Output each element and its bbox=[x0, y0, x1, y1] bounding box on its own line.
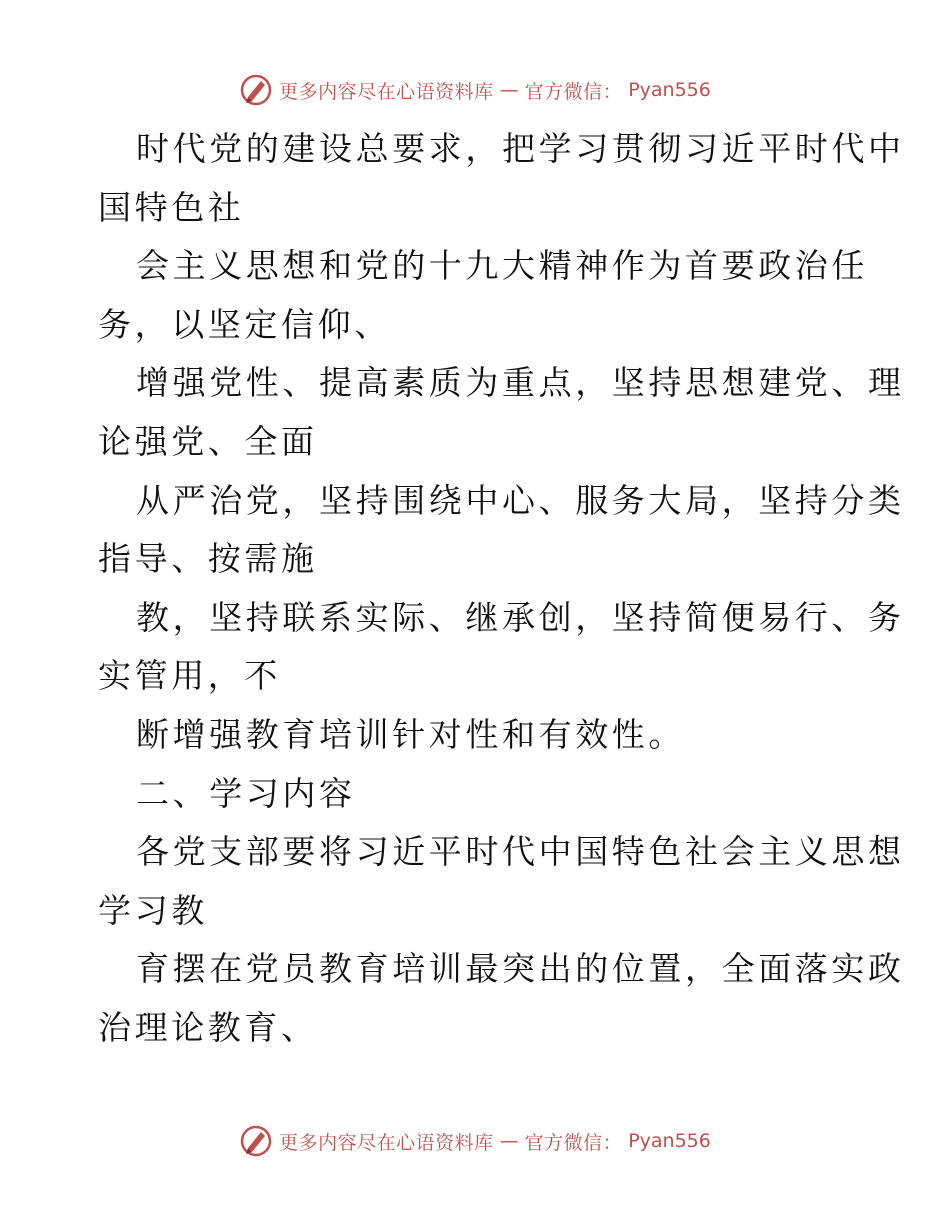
watermark-site-text: 更多内容尽在心语资料库 bbox=[279, 1131, 494, 1154]
body-line: 论强党、全面 bbox=[98, 421, 318, 461]
body-line: 增强党性、提高素质为重点，坚持思想建党、理 bbox=[136, 363, 905, 403]
body-line: 治理论教育、 bbox=[98, 1007, 318, 1047]
body-line: 会主义思想和党的十九大精神作为首要政治任 bbox=[136, 246, 868, 286]
watermark-wechat-label: 官方微信： bbox=[524, 80, 623, 103]
watermark-wechat-label: 官方微信： bbox=[524, 1131, 623, 1154]
body-line: 断增强教育培训针对性和有效性。 bbox=[136, 714, 685, 754]
section-heading: 二、学习内容 bbox=[136, 773, 356, 813]
body-line: 育摆在党员教育培训最突出的位置，全面落实政 bbox=[136, 949, 905, 989]
watermark-wechat-id: Pyan556 bbox=[628, 1130, 711, 1152]
watermark-separator: — bbox=[499, 79, 519, 101]
body-line: 教，坚持联系实际、继承创，坚持简便易行、务 bbox=[136, 597, 905, 637]
header-watermark bbox=[0, 73, 950, 107]
pen-logo-icon bbox=[239, 73, 273, 107]
body-line: 学习教 bbox=[98, 890, 208, 930]
body-line: 实管用，不 bbox=[98, 656, 281, 696]
body-line: 时代党的建设总要求，把学习贯彻习近平时代中 bbox=[136, 129, 905, 168]
body-line: 指导、按需施 bbox=[98, 539, 318, 579]
body-line: 各党支部要将习近平时代中国特色社会主义思想 bbox=[136, 832, 905, 872]
watermark-separator: — bbox=[499, 1130, 519, 1152]
body-line: 务，以坚定信仰、 bbox=[98, 304, 391, 344]
watermark-site-text: 更多内容尽在心语资料库 bbox=[279, 80, 494, 103]
document-body bbox=[98, 120, 905, 1058]
pen-logo-icon bbox=[239, 1124, 273, 1158]
watermark-wechat-id: Pyan556 bbox=[628, 79, 711, 101]
body-line: 国特色社 bbox=[98, 187, 245, 227]
footer-watermark bbox=[0, 1124, 950, 1158]
body-line: 从严治党，坚持围绕中心、服务大局，坚持分类 bbox=[136, 480, 905, 520]
